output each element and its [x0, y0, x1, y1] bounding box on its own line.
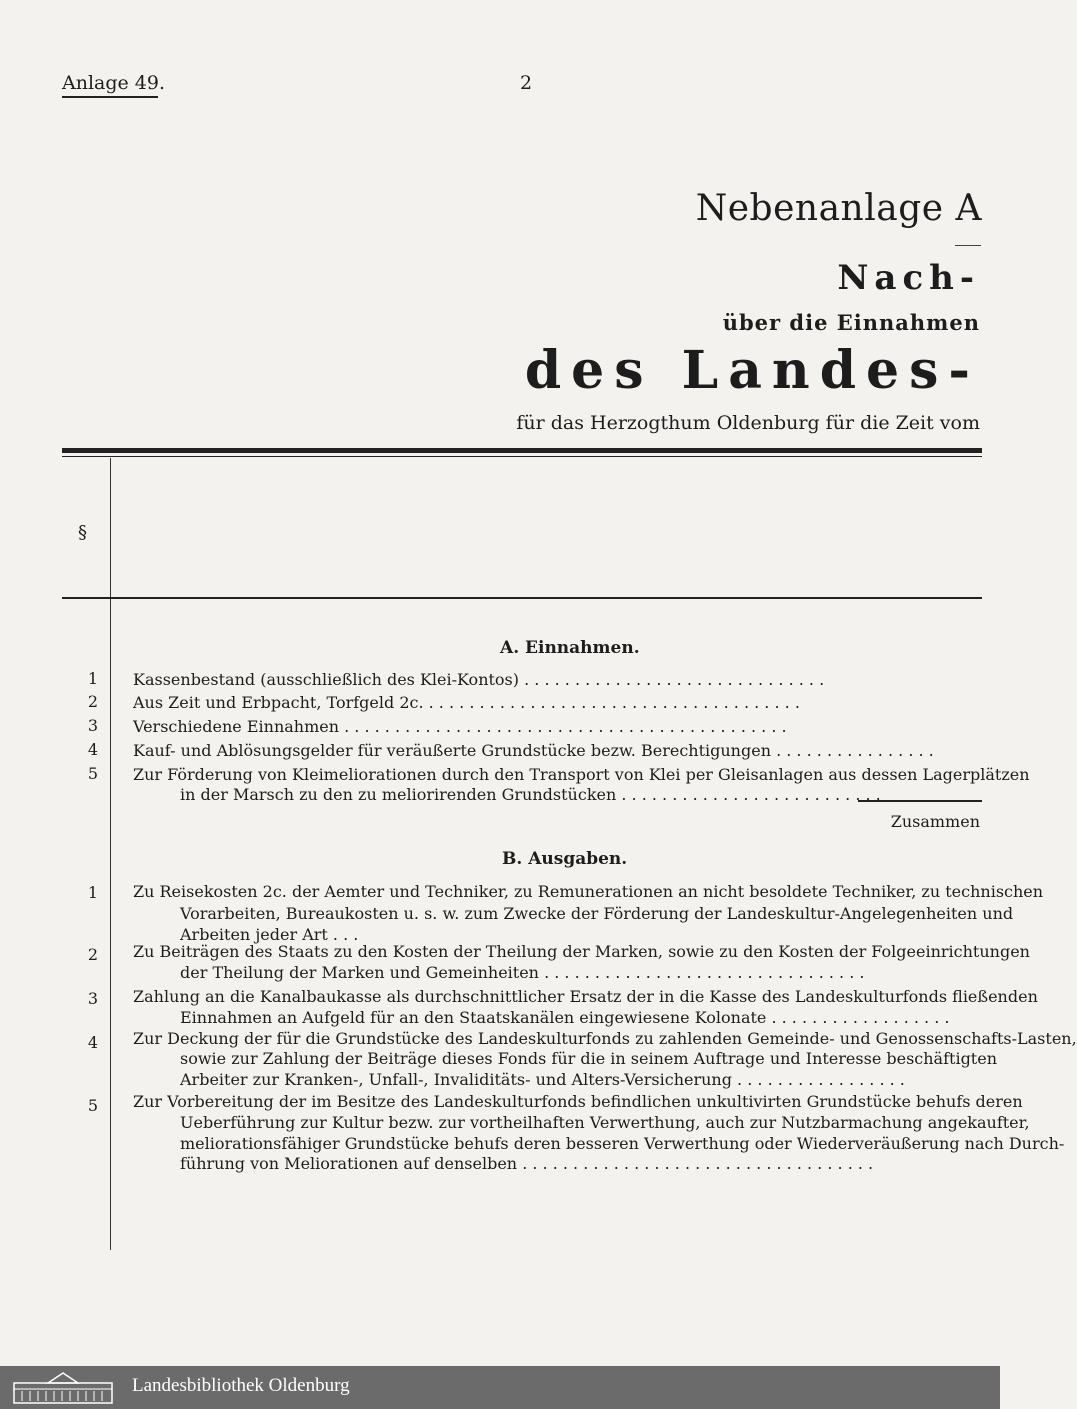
table-top-rule-thin [62, 456, 982, 457]
nebenanlage-title: Nebenanlage A [695, 188, 982, 229]
ausgaben-num: 5 [87, 1096, 99, 1115]
einnahmen-num: 1 [87, 669, 99, 688]
ueber-einnahmen-title: über die Einnahmen [722, 310, 980, 335]
ausgaben-item-text: sowie zur Zahlung der Beiträge dieses Fonds für die in seinem Auftrage und Interesse beschäftigten [180, 1049, 998, 1068]
table-top-rule [62, 448, 982, 453]
ausgaben-heading: B. Ausgaben. [502, 849, 628, 869]
ausgaben-num: 1 [87, 883, 99, 902]
einnahmen-item-text: Kassenbestand (ausschließlich des Klei-Kontos) . . . . . . . . . . . . . . . . . . . . . . . . . . . . . . [133, 670, 825, 689]
ausgaben-item-text: Vorarbeiten, Bureaukosten u. s. w. zum Zwecke der Förderung der Landeskultur-Angelegenheiten und [180, 904, 1014, 923]
anlage-label: Anlage 49. [62, 72, 166, 94]
table-column-divider [110, 458, 111, 1250]
ausgaben-num: 3 [87, 989, 99, 1008]
library-building-icon [12, 1371, 114, 1405]
ausgaben-item-text: Zahlung an die Kanalbaukasse als durchschnittlicher Ersatz der in die Kasse des Landeskulturfonds fließenden [133, 987, 1038, 1006]
fuer-herzogthum-line: für das Herzogthum Oldenburg für die Zeit vom [516, 412, 980, 434]
einnahmen-num: 5 [87, 764, 99, 783]
ausgaben-item-text: Arbeiten jeder Art . . . [180, 925, 359, 944]
ausgaben-item-text: Zu Beiträgen des Staats zu den Kosten der Theilung der Marken, sowie zu den Kosten der Folgeeinrichtungen [133, 942, 1030, 961]
title-divider [955, 245, 981, 246]
sum-rule [858, 800, 982, 802]
table-header-rule [62, 597, 982, 599]
einnahmen-item-text: in der Marsch zu den zu meliorirenden Grundstücken . . . . . . . . . . . . . . . . . . . . . . . . . . [180, 785, 881, 804]
ausgaben-item-text: Zu Reisekosten 2c. der Aemter und Techniker, zu Remunerationen an nicht besoldete Techniker, zu technischen [133, 882, 1044, 901]
einnahmen-item-text: Kauf- und Ablösungsgelder für veräußerte Grundstücke bezw. Berechtigungen . . . . . . . . . . . . . . . . [133, 741, 934, 760]
einnahmen-num: 2 [87, 692, 99, 711]
ausgaben-item-text: Zur Deckung der für die Grundstücke des Landeskulturfonds zu zahlenden Gemeinde- und Genossenschafts-Lasten, [133, 1029, 1077, 1048]
ausgaben-item-text: Zur Vorbereitung der im Besitze des Landeskulturfonds befindlichen unkultivirten Grundstücke behufs deren [133, 1092, 1023, 1111]
einnahmen-num: 3 [87, 716, 99, 735]
ausgaben-num: 4 [87, 1033, 99, 1052]
library-name: Landesbibliothek Oldenburg [132, 1375, 350, 1396]
einnahmen-item-text: Aus Zeit und Erbpacht, Torfgeld 2c. . . . . . . . . . . . . . . . . . . . . . . . . . . . . . . . . . . . . . [133, 693, 800, 712]
ausgaben-item-text: Einnahmen an Aufgeld für an den Staatskanälen eingewiesene Kolonate . . . . . . . . . . . . . . . . . . [180, 1008, 950, 1027]
ausgaben-item-text: Ueberführung zur Kultur bezw. zur vortheilhaften Verwerthung, auch zur Nutzbarmachung angekaufter, [180, 1113, 1030, 1132]
einnahmen-heading: A. Einnahmen. [500, 638, 640, 658]
page-number: 2 [520, 72, 533, 94]
des-landes-title: des Landes- [524, 340, 980, 401]
nachweisung-title: Nach- [837, 258, 980, 298]
ausgaben-item-text: der Theilung der Marken und Gemeinheiten . . . . . . . . . . . . . . . . . . . . . . . . . . . . . . . . [180, 963, 865, 982]
ausgaben-item-text: Arbeiter zur Kranken-, Unfall-, Invaliditäts- und Alters-Versicherung . . . . . . . . . . . . . . . . . [180, 1070, 905, 1089]
ausgaben-item-text: führung von Meliorationen auf denselben . . . . . . . . . . . . . . . . . . . . . . . . . . . . . . . . . . . [180, 1154, 874, 1173]
anlage-underline [62, 96, 158, 98]
paragraph-column-header: § [78, 522, 87, 543]
einnahmen-item-text: Verschiedene Einnahmen . . . . . . . . . . . . . . . . . . . . . . . . . . . . . . . . . . . . . . . . . . . . [133, 717, 787, 736]
ausgaben-item-text: meliorationsfähiger Grundstücke behufs deren besseren Verwerthung oder Wiederveräußerung nach Durch- [180, 1134, 1065, 1153]
einnahmen-item-text: Zur Förderung von Kleimeliorationen durch den Transport von Klei per Gleisanlagen aus dessen Lagerplätzen [133, 765, 1030, 784]
einnahmen-num: 4 [87, 740, 99, 759]
zusammen-label: Zusammen [890, 812, 980, 831]
ausgaben-num: 2 [87, 945, 99, 964]
